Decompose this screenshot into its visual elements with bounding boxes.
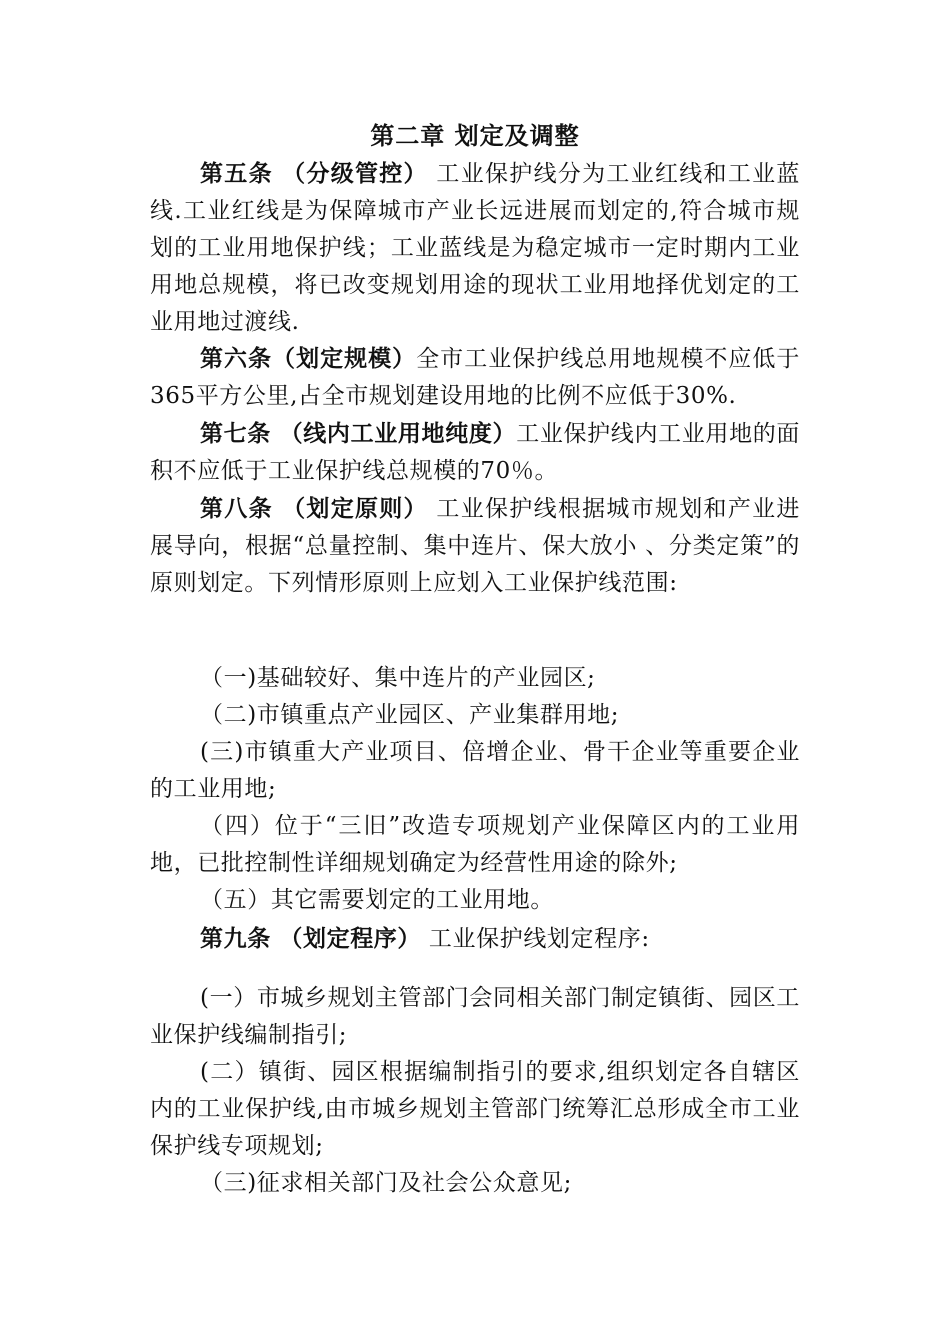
article-8-item: （一)基础较好、集中连片的产业园区; <box>200 665 596 691</box>
article-8 <box>150 490 800 602</box>
article-8-label: 第八条 （划定原则） <box>200 495 428 522</box>
article-9-item: (二）镇街、园区根据编制指引的要求,组织划定各自辖区内的工业保护线,由市城乡规划主管部门统筹汇总形成全市工业保护线专项规划; <box>150 1059 800 1159</box>
article-7 <box>150 415 800 490</box>
article-9-label: 第九条 （划定程序） <box>200 925 422 952</box>
article-8-item: （四）位于“三旧”改造专项规划产业保障区内的工业用地，已批控制性详细规划确定为经营性用途的除外; <box>150 813 800 876</box>
article-9 <box>150 920 800 958</box>
chapter-title: 第二章 划定及调整 <box>370 121 580 150</box>
article-7-text: 工业保护线内工业用地的面积不应低于工业保护线总规模的70％。 <box>150 421 800 484</box>
article-6-text: 全市工业保护线总用地规模不应低于365平方公里,占全市规划建设用地的比例不应低于30%. <box>150 346 800 409</box>
article-7-label: 第七条 （线内工业用地纯度） <box>200 420 517 447</box>
article-8-item: （二)市镇重点产业园区、产业集群用地; <box>200 702 620 728</box>
article-9-item: (一）市城乡规划主管部门会同相关部门制定镇街、园区工业保护线编制指引; <box>150 985 800 1048</box>
article-8-item: (三)市镇重大产业项目、倍增企业、骨干企业等重要企业的工业用地; <box>150 739 800 802</box>
article-5-text: 工业保护线分为工业红线和工业蓝线.工业红线是为保障城市产业长远进展而划定的,符合城市规划的工业用地保护线；工业蓝线是为稳定城市一定时期内工业用地总规模，将已改变规划用途的现状工业用地择优划定的工业用地过渡线. <box>150 161 800 335</box>
article-5-label: 第五条 （分级管控） <box>200 160 428 187</box>
article-6-label: 第六条（划定规模） <box>200 345 417 372</box>
article-8-text: 工业保护线根据城市规划和产业进展导向，根据“总量控制、集中连片、保大放小 、分类定策”的原则划定。下列情形原则上应划入工业保护线范围: <box>150 496 800 596</box>
article-8-item: （五）其它需要划定的工业用地。 <box>200 887 554 913</box>
article-5 <box>150 155 800 341</box>
article-6 <box>150 340 800 415</box>
article-9-item: （三)征求相关部门及社会公众意见; <box>200 1170 572 1196</box>
article-9-text: 工业保护线划定程序: <box>421 926 650 952</box>
